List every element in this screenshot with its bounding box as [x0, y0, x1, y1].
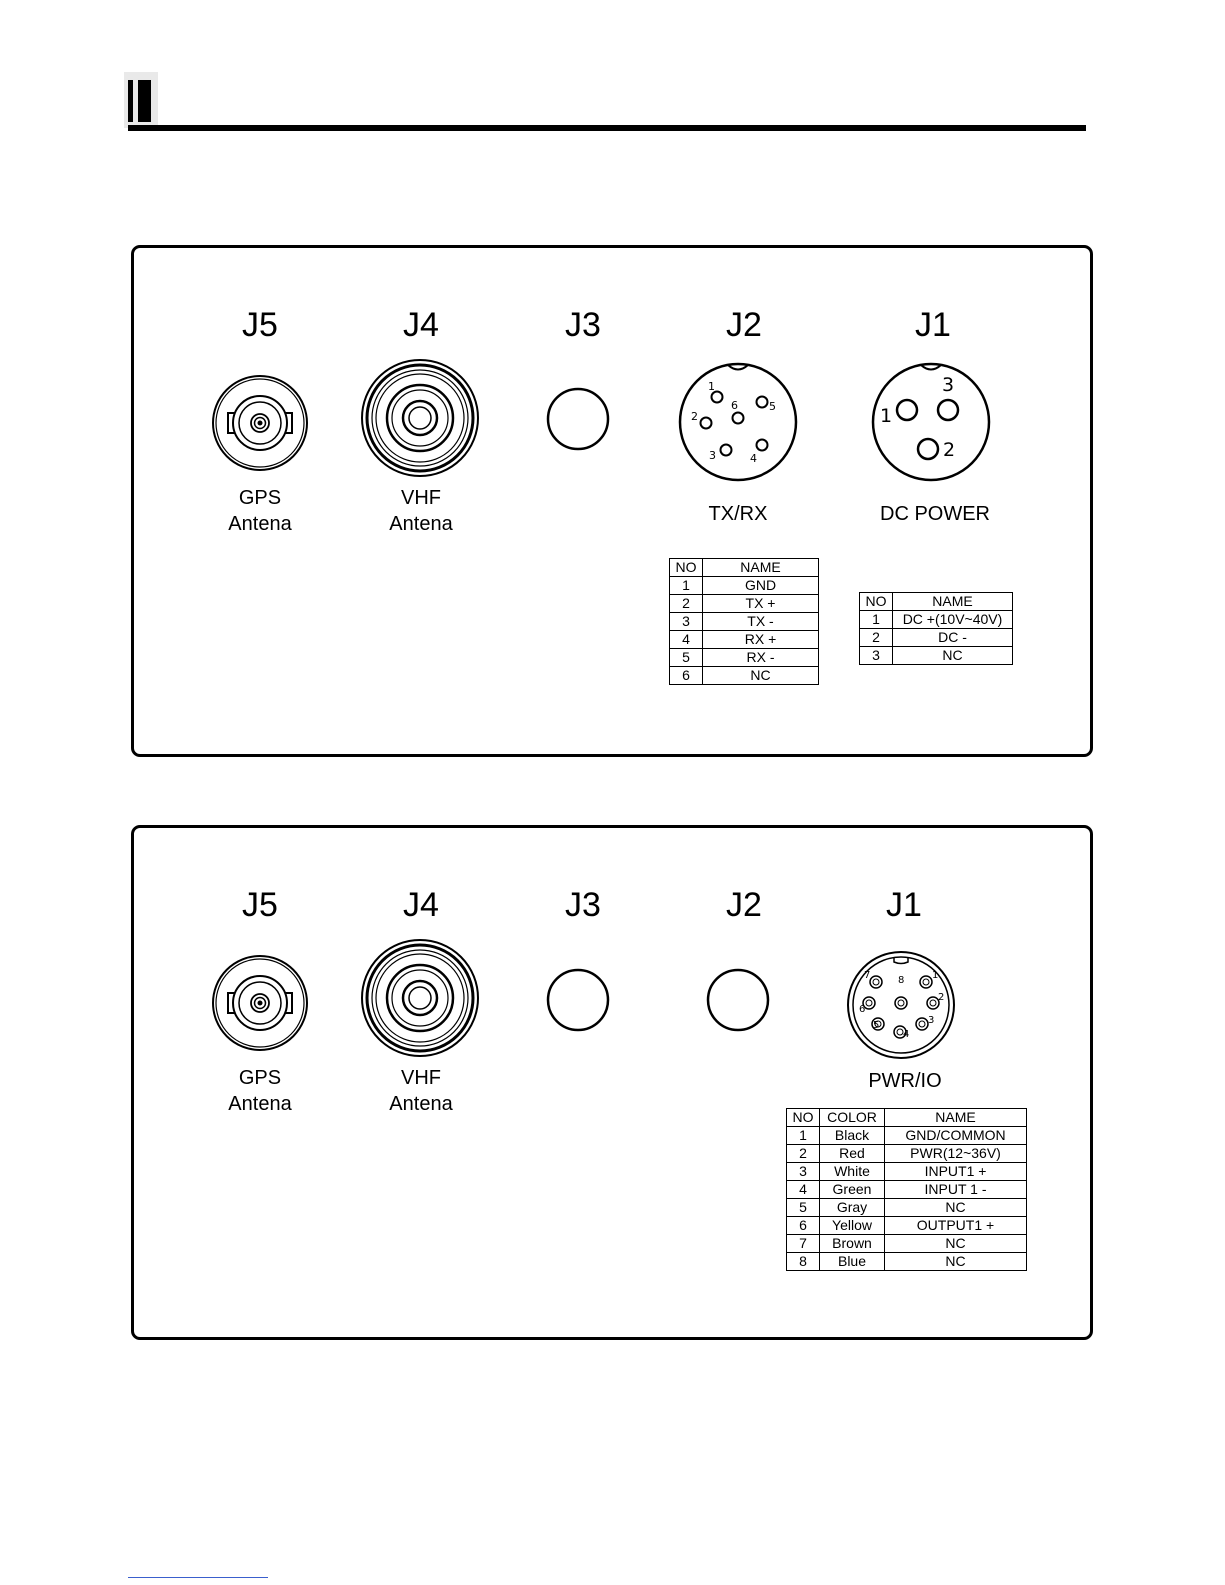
dc-power-caption: DC POWER [880, 503, 990, 525]
vhf-antenna-connector-icon [360, 938, 480, 1058]
pin-name-cell: DC +(10V~40V) [893, 611, 1013, 629]
pin-no-cell: 5 [670, 649, 703, 667]
table-row [787, 1181, 1027, 1199]
j1-label: J1 [915, 306, 951, 344]
wire-color-cell: Gray [820, 1199, 885, 1217]
pin-name-cell: NC [703, 667, 819, 685]
gps-caption-line1: GPS [238, 487, 282, 509]
txrx-pin-label: 6 [731, 399, 738, 412]
txrx-pin-label: 1 [708, 380, 715, 393]
pin-name-cell: OUTPUT1 + [885, 1217, 1027, 1235]
table-row [670, 577, 819, 595]
txrx-pin-label: 5 [769, 400, 776, 413]
j3-blank-port-icon [546, 387, 610, 451]
table-row [670, 595, 819, 613]
txrx-pin-label: 2 [691, 410, 698, 423]
pin-no-cell: 3 [787, 1163, 820, 1181]
wire-color-cell: Yellow [820, 1217, 885, 1235]
header-cell: COLOR [820, 1109, 885, 1127]
pin-name-cell: DC - [893, 629, 1013, 647]
pin-no-cell: 2 [787, 1145, 820, 1163]
pin-name-cell: NC [885, 1199, 1027, 1217]
gps-caption-line2: Antena [228, 1093, 292, 1115]
pin-no-cell: 4 [670, 631, 703, 649]
vhf-caption-line2: Antena [389, 513, 453, 535]
header-cell: NAME [893, 593, 1013, 611]
vhf-antenna-connector-icon [360, 358, 480, 478]
footer-link-underline [128, 1577, 268, 1578]
j3-label: J3 [565, 886, 601, 924]
j3-label: J3 [565, 306, 601, 344]
pwr-io-caption: PWR/IO [868, 1070, 942, 1092]
pin-no-cell: 2 [670, 595, 703, 613]
wire-color-cell: Blue [820, 1253, 885, 1271]
header-cell: NAME [703, 559, 819, 577]
pwr-io-8pin-connector-icon [846, 950, 956, 1060]
pin-name-cell: TX - [703, 613, 819, 631]
table-row [787, 1199, 1027, 1217]
pin-name-cell: NC [885, 1253, 1027, 1271]
numeral-bar-right [138, 80, 151, 122]
pin-name-cell: PWR(12~36V) [885, 1145, 1027, 1163]
gps-bnc-connector-icon [210, 373, 310, 473]
dc-power-pin-label: 3 [942, 374, 955, 396]
dc-power-pin-label: 2 [943, 439, 956, 461]
table-row [787, 1235, 1027, 1253]
txrx-6pin-connector-icon [676, 360, 800, 484]
table-row [860, 611, 1013, 629]
pwr-io-pinout-table [786, 1108, 1027, 1271]
vhf-caption-line2: Antena [389, 1093, 453, 1115]
pin-no-cell: 3 [670, 613, 703, 631]
dc-power-pin-label: 1 [880, 405, 893, 427]
pin-name-cell: TX + [703, 595, 819, 613]
table-row [787, 1145, 1027, 1163]
table-header-row [860, 593, 1013, 611]
txrx-pinout-table [669, 558, 819, 685]
pin-name-cell: GND/COMMON [885, 1127, 1027, 1145]
pin-name-cell: GND [703, 577, 819, 595]
pwr-io-pin-label: 7 [864, 970, 871, 981]
wire-color-cell: Red [820, 1145, 885, 1163]
table-row [787, 1163, 1027, 1181]
pin-name-cell: NC [893, 647, 1013, 665]
pin-name-cell: INPUT1 + [885, 1163, 1027, 1181]
pin-name-cell: INPUT 1 - [885, 1181, 1027, 1199]
pwr-io-pin-label: 3 [928, 1015, 935, 1026]
header-rule [128, 125, 1086, 131]
pin-name-cell: RX - [703, 649, 819, 667]
pwr-io-pin-label: 8 [898, 975, 905, 986]
table-row [860, 647, 1013, 665]
pin-no-cell: 7 [787, 1235, 820, 1253]
pin-no-cell: 2 [860, 629, 893, 647]
table-row [787, 1253, 1027, 1271]
header-cell: NO [860, 593, 893, 611]
wire-color-cell: Green [820, 1181, 885, 1199]
vhf-caption-line1: VHF [401, 487, 441, 509]
numeral-bar-left [128, 80, 133, 122]
pwr-io-pin-label: 6 [859, 1004, 866, 1015]
vhf-caption-line1: VHF [401, 1067, 441, 1089]
gps-bnc-connector-icon [210, 953, 310, 1053]
pwr-io-pin-label: 1 [932, 970, 939, 981]
table-row [787, 1217, 1027, 1235]
wire-color-cell: Black [820, 1127, 885, 1145]
pin-no-cell: 4 [787, 1181, 820, 1199]
pwr-io-pin-label: 5 [873, 1020, 880, 1031]
gps-caption-line2: Antena [228, 513, 292, 535]
table-header-row [670, 559, 819, 577]
txrx-pin-label: 4 [750, 452, 757, 465]
pin-no-cell: 8 [787, 1253, 820, 1271]
j5-label: J5 [242, 306, 278, 344]
pwr-io-pin-label: 4 [903, 1029, 910, 1040]
pin-name-cell: NC [885, 1235, 1027, 1253]
j4-label: J4 [403, 306, 439, 344]
pwr-io-pin-label: 2 [938, 992, 945, 1003]
section-roman-numeral-mark [124, 72, 158, 128]
header-cell: NO [787, 1109, 820, 1127]
table-row [787, 1127, 1027, 1145]
pin-no-cell: 6 [670, 667, 703, 685]
pin-name-cell: RX + [703, 631, 819, 649]
table-row [670, 613, 819, 631]
pin-no-cell: 1 [860, 611, 893, 629]
header-cell: NO [670, 559, 703, 577]
table-row [670, 649, 819, 667]
j2-blank-port-icon [706, 968, 770, 1032]
pin-no-cell: 1 [787, 1127, 820, 1145]
table-row [670, 631, 819, 649]
j2-label: J2 [726, 886, 762, 924]
j2-label: J2 [726, 306, 762, 344]
gps-caption-line1: GPS [238, 1067, 282, 1089]
pin-no-cell: 6 [787, 1217, 820, 1235]
j4-label: J4 [403, 886, 439, 924]
dc-power-pinout-table [859, 592, 1013, 665]
wire-color-cell: Brown [820, 1235, 885, 1253]
pin-no-cell: 1 [670, 577, 703, 595]
j3-blank-port-icon [546, 968, 610, 1032]
table-header-row [787, 1109, 1027, 1127]
txrx-caption: TX/RX [708, 503, 768, 525]
pin-no-cell: 5 [787, 1199, 820, 1217]
header-cell: NAME [885, 1109, 1027, 1127]
txrx-pin-label: 3 [709, 449, 716, 462]
j1-label: J1 [886, 886, 922, 924]
wire-color-cell: White [820, 1163, 885, 1181]
dc-power-3pin-connector-icon [869, 360, 993, 484]
table-row [670, 667, 819, 685]
j5-label: J5 [242, 886, 278, 924]
pin-no-cell: 3 [860, 647, 893, 665]
table-row [860, 629, 1013, 647]
